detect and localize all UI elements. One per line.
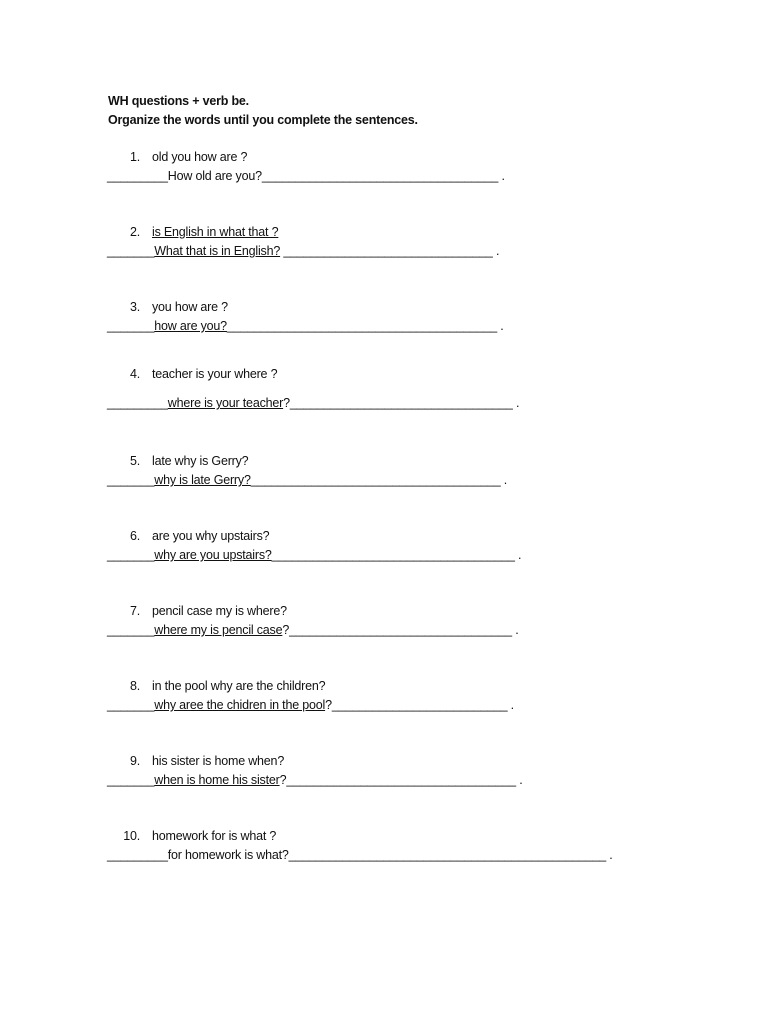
answer-tail-blank: _____________________________________ xyxy=(250,473,501,487)
question-prompt: teacher is your where ? xyxy=(152,367,278,381)
exercise-item-8 xyxy=(0,679,768,719)
answer-text: for homework is what? xyxy=(167,848,289,862)
answer-tail-blank: ?__________________________ xyxy=(325,698,508,712)
answer-lead-blank: _______ xyxy=(107,319,155,333)
question-number: 10. xyxy=(123,829,140,843)
answer-lead-blank: _______ xyxy=(107,548,155,562)
answer-text: why aree the chidren in the pool xyxy=(154,698,326,712)
question-number: 7. xyxy=(129,604,140,618)
answer-end-mark: . xyxy=(498,169,505,183)
answer-tail-blank: ?_________________________________ xyxy=(283,396,513,410)
answer-tail-blank: ?__________________________________ xyxy=(279,773,516,787)
answer-tail-blank: _______________________________________________ xyxy=(288,848,606,862)
answer-row xyxy=(107,473,507,487)
answer-lead-blank: _______ xyxy=(107,244,155,258)
answer-lead-blank: _______ xyxy=(107,623,155,637)
exercise-item-7 xyxy=(0,604,768,644)
question-number: 8. xyxy=(129,679,140,693)
answer-row xyxy=(107,169,505,183)
answer-end-mark: . xyxy=(514,548,522,562)
answer-end-mark: . xyxy=(511,623,519,637)
question-number: 2. xyxy=(129,225,140,239)
answer-text: why is late Gerry? xyxy=(154,473,251,487)
question-number: 4. xyxy=(129,367,140,381)
answer-lead-blank: _________ xyxy=(107,848,168,862)
exercise-item-3 xyxy=(0,300,768,340)
question-prompt: is English in what that ? xyxy=(152,225,279,239)
question-prompt: you how are ? xyxy=(152,300,228,314)
exercise-item-4 xyxy=(0,367,768,410)
answer-lead-blank: _______ xyxy=(107,773,155,787)
question-prompt: are you why upstairs? xyxy=(152,529,270,543)
answer-text: when is home his sister xyxy=(154,773,280,787)
question-number: 6. xyxy=(129,529,140,543)
answer-lead-blank: _________ xyxy=(107,169,168,183)
answer-row xyxy=(107,698,514,712)
exercise-item-5 xyxy=(0,454,768,494)
answer-text: where my is pencil case xyxy=(154,623,283,637)
answer-lead-blank: _______ xyxy=(107,473,155,487)
answer-lead-blank: _______ xyxy=(107,698,155,712)
answer-end-mark: . xyxy=(515,773,523,787)
worksheet-title: WH questions + verb be. xyxy=(108,94,249,108)
question-prompt: his sister is home when? xyxy=(152,754,285,768)
answer-tail-blank: _______________________________ xyxy=(280,244,493,258)
answer-tail-blank: ____________________________________ xyxy=(271,548,515,562)
question-prompt: in the pool why are the children? xyxy=(152,679,326,693)
answer-end-mark: . xyxy=(492,244,500,258)
question-prompt: pencil case my is where? xyxy=(152,604,287,618)
exercise-item-10 xyxy=(0,829,768,869)
answer-tail-blank: ___________________________________ xyxy=(261,169,499,183)
answer-row xyxy=(107,396,519,410)
answer-tail-blank: ?_________________________________ xyxy=(282,623,512,637)
answer-end-mark: . xyxy=(512,396,520,410)
answer-row xyxy=(107,244,499,258)
answer-text: What that is in English? xyxy=(154,244,281,258)
answer-row xyxy=(107,548,521,562)
question-number: 3. xyxy=(129,300,140,314)
exercise-item-1 xyxy=(0,150,768,190)
answer-row xyxy=(107,773,522,787)
answer-end-mark: . xyxy=(507,698,514,712)
answer-text: why are you upstairs? xyxy=(154,548,272,562)
answer-lead-blank: _________ xyxy=(107,396,168,410)
answer-row xyxy=(107,848,613,862)
answer-row xyxy=(107,623,518,637)
question-number: 5. xyxy=(129,454,140,468)
exercise-item-6 xyxy=(0,529,768,569)
answer-text: where is your teacher xyxy=(167,396,284,410)
question-prompt: homework for is what ? xyxy=(152,829,277,843)
answer-row xyxy=(107,319,504,333)
question-prompt: old you how are ? xyxy=(152,150,248,164)
answer-end-mark: . xyxy=(605,848,613,862)
exercise-item-2 xyxy=(0,225,768,265)
answer-end-mark: . xyxy=(500,473,508,487)
exercise-item-9 xyxy=(0,754,768,794)
answer-text: How old are you? xyxy=(167,169,262,183)
question-number: 1. xyxy=(129,150,140,164)
question-prompt: late why is Gerry? xyxy=(152,454,249,468)
question-number: 9. xyxy=(129,754,140,768)
worksheet-instruction: Organize the words until you complete the sentences. xyxy=(108,113,418,127)
answer-end-mark: . xyxy=(497,319,504,333)
answer-text: how are you? xyxy=(154,319,227,333)
answer-tail-blank: ________________________________________ xyxy=(226,319,497,333)
